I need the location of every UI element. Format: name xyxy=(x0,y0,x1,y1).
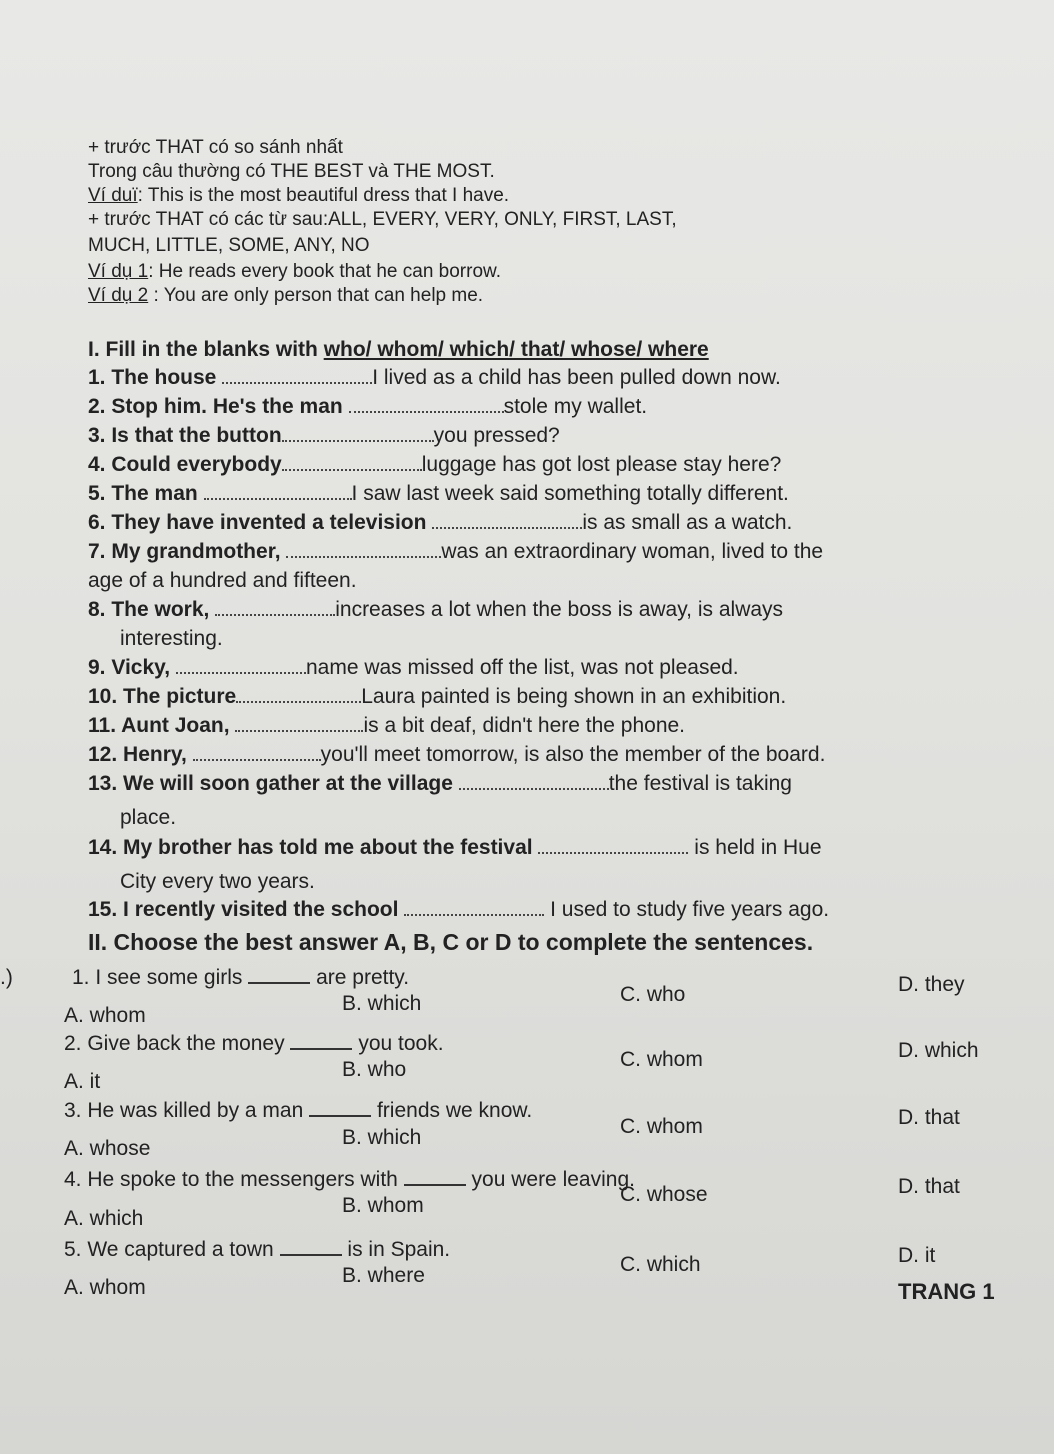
fill-item-7-cont: age of a hundred and fifteen. xyxy=(88,569,357,592)
fill-item-12: 12. Henry, you'll meet tomorrow, is also the member of the board. xyxy=(88,743,826,766)
margin-mark: .) xyxy=(0,966,13,989)
q3-option-d: D. that xyxy=(898,1106,960,1129)
question-3: 3. He was killed by a man friends we know. xyxy=(64,1099,533,1122)
q4-option-d: D. that xyxy=(898,1175,960,1198)
fill-item-5: 5. The man I saw last week said something totally different. xyxy=(88,482,789,505)
fill-item-3: 3. Is that the button you pressed? xyxy=(88,424,560,447)
example-3: Ví dụ 2 : You are only person that can help me. xyxy=(88,285,484,306)
question-1: 1. I see some girls are pretty. xyxy=(72,966,410,989)
q2-option-c: C. whom xyxy=(620,1048,703,1071)
theory-line-4: + trước THAT có các từ sau:ALL, EVERY, VERY, ONLY, FIRST, LAST, xyxy=(88,209,677,230)
q1-option-b: B. which xyxy=(342,992,422,1015)
fill-item-9: 9. Vicky, name was missed off the list, was not pleased. xyxy=(88,656,739,679)
fill-item-14-cont: City every two years. xyxy=(120,870,315,893)
fill-item-6: 6. They have invented a television is as small as a watch. xyxy=(88,511,793,534)
section-1-title: I. Fill in the blanks with who/ whom/ which/ that/ whose/ where xyxy=(88,338,709,361)
question-2: 2. Give back the money you took. xyxy=(64,1032,444,1055)
fill-item-13-cont: place. xyxy=(120,806,177,829)
theory-line-5: MUCH, LITTLE, SOME, ANY, NO xyxy=(88,235,370,256)
fill-item-8: 8. The work, increases a lot when the boss is away, is always xyxy=(88,598,784,621)
fill-item-7: 7. My grandmother, was an extraordinary woman, lived to the xyxy=(88,540,824,563)
q2-option-a: A. it xyxy=(64,1070,101,1093)
q5-option-d: D. it xyxy=(898,1244,936,1267)
q3-option-a: A. whose xyxy=(64,1137,151,1160)
fill-item-10: 10. The picture Laura painted is being shown in an exhibition. xyxy=(88,685,787,708)
theory-line-1: + trước THAT có so sánh nhất xyxy=(88,137,343,158)
example-1: Ví duï: This is the most beautiful dress that I have. xyxy=(88,185,510,206)
fill-item-2: 2. Stop him. He's the man stole my wallet. xyxy=(88,395,648,418)
q5-option-a: A. whom xyxy=(64,1276,146,1299)
question-4: 4. He spoke to the messengers with you were leaving. xyxy=(64,1168,635,1191)
example-2: Ví dụ 1: He reads every book that he can borrow. xyxy=(88,261,501,282)
q4-option-a: A. which xyxy=(64,1207,144,1230)
fill-item-13: 13. We will soon gather at the village the festival is taking xyxy=(88,772,792,795)
fill-item-4: 4. Could everybody luggage has got lost please stay here? xyxy=(88,453,782,476)
q3-option-c: C. whom xyxy=(620,1115,703,1138)
q1-option-d: D. they xyxy=(898,973,965,996)
fill-item-1: 1. The house I lived as a child has been pulled down now. xyxy=(88,366,781,389)
q2-option-b: B. who xyxy=(342,1058,407,1081)
page-number: TRANG 1 xyxy=(898,1279,995,1304)
q4-option-b: B. whom xyxy=(342,1194,424,1217)
q1-option-c: C. who xyxy=(620,983,686,1006)
fill-item-14: 14. My brother has told me about the festival is held in Hue xyxy=(88,836,822,859)
q2-option-d: D. which xyxy=(898,1039,979,1062)
fill-item-15: 15. I recently visited the school I used to study five years ago. xyxy=(88,898,830,921)
q5-option-c: C. which xyxy=(620,1253,701,1276)
question-5: 5. We captured a town is in Spain. xyxy=(64,1238,451,1261)
q4-option-c: C. whose xyxy=(620,1183,708,1206)
theory-line-2: Trong câu thường có THE BEST và THE MOST. xyxy=(88,161,495,182)
section-2-title: II. Choose the best answer A, B, C or D to complete the sentences. xyxy=(88,929,814,955)
fill-item-8-cont: interesting. xyxy=(120,627,223,650)
q5-option-b: B. where xyxy=(342,1264,425,1287)
fill-item-11: 11. Aunt Joan, is a bit deaf, didn't here the phone. xyxy=(88,714,686,737)
q1-option-a: A. whom xyxy=(64,1004,146,1027)
q3-option-b: B. which xyxy=(342,1126,422,1149)
